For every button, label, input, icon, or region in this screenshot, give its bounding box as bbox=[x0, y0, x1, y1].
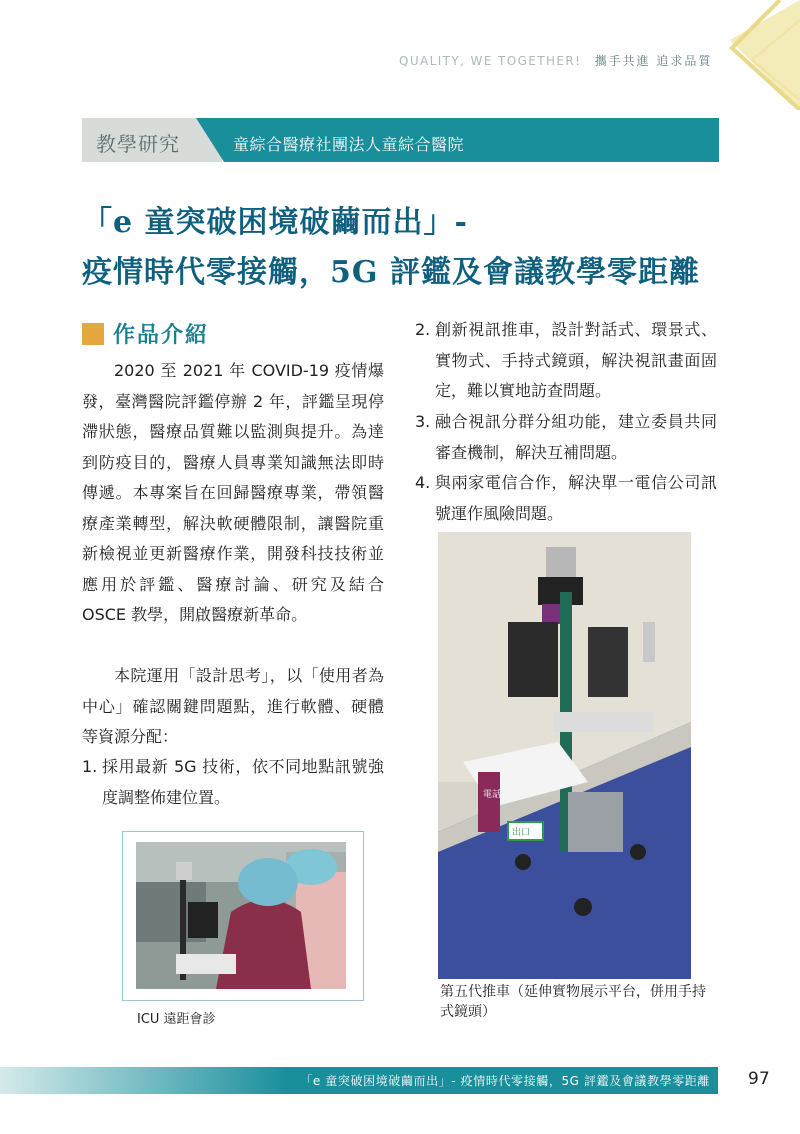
list-item-1 bbox=[82, 752, 384, 813]
footer-running-title: 「e 童突破困境破繭而出」- 疫情時代零接觸，5G 評鑑及會議教學零距離 bbox=[300, 1074, 710, 1088]
article-title-line2: 疫情時代零接觸，5G 評鑑及會議教學零距離 bbox=[82, 255, 700, 290]
list-item-3 bbox=[415, 407, 717, 468]
photo-caption-icu: ICU 遠距會診 bbox=[137, 1012, 216, 1027]
section-marker-square bbox=[82, 323, 104, 345]
list-text: 採用最新 5G 技術，依不同地點訊號強度調整佈建位置。 bbox=[102, 757, 384, 807]
list-number: 1. bbox=[82, 757, 98, 776]
banner-category: 教學研究 bbox=[96, 132, 180, 156]
photo-caption-cart: 第五代推車（延伸實物展示平台，併用手持式鏡頭） bbox=[440, 984, 706, 1020]
tagline-chinese: 攜手共進 追求品質 bbox=[594, 54, 713, 68]
list-text: 創新視訊推車，設計對話式、環景式、實物式、手持式鏡頭，解決視訊畫面固定，難以實地訪查問題。 bbox=[435, 320, 717, 400]
photo-video-cart bbox=[438, 532, 691, 979]
header-tagline bbox=[399, 52, 719, 69]
exit-sign-text: 出口 bbox=[512, 828, 531, 838]
photo-icu-consultation bbox=[136, 842, 346, 989]
list-text: 融合視訊分群分組功能，建立委員共同審查機制，解決互補問題。 bbox=[435, 412, 717, 462]
cart-sign-text: 電話 bbox=[483, 790, 502, 800]
section-heading: 作品介紹 bbox=[113, 323, 210, 348]
list-number: 2. bbox=[415, 320, 431, 339]
body-paragraph-1: 2020 至 2021 年 COVID-19 疫情爆發，臺灣醫院評鑑停辦 2 年，評鑑呈現停滯狀態，醫療品質難以監測與提升。為達到防疫目的，醫療人員專業知識無法即時傳遞。本專案旨在回歸醫療專業，帶領醫療產業轉型，解決軟硬體限制，讓醫院重新檢視並更新醫療作業，開發科技技術並應用於評鑑、醫療討論、研究及結合 OSCE 教學，開啟醫療新革命。 bbox=[82, 361, 384, 624]
body-paragraph-2: 本院運用「設計思考」，以「使用者為中心」確認關鍵問題點，進行軟體、硬體等資源分配： bbox=[82, 666, 384, 746]
list-text: 與兩家電信合作，解決單一電信公司訊號運作風險問題。 bbox=[435, 473, 717, 523]
tagline-english: QUALITY, WE TOGETHER! bbox=[399, 54, 582, 68]
banner-organization: 童綜合醫療社團法人童綜合醫院 bbox=[233, 135, 465, 154]
list-number: 4. bbox=[415, 473, 431, 492]
list-item-4 bbox=[415, 468, 717, 529]
page-number: 97 bbox=[748, 1069, 770, 1089]
list-item-2 bbox=[415, 315, 717, 407]
article-title-line1: 「e 童突破困境破繭而出」- bbox=[82, 205, 468, 240]
list-number: 3. bbox=[415, 412, 431, 431]
